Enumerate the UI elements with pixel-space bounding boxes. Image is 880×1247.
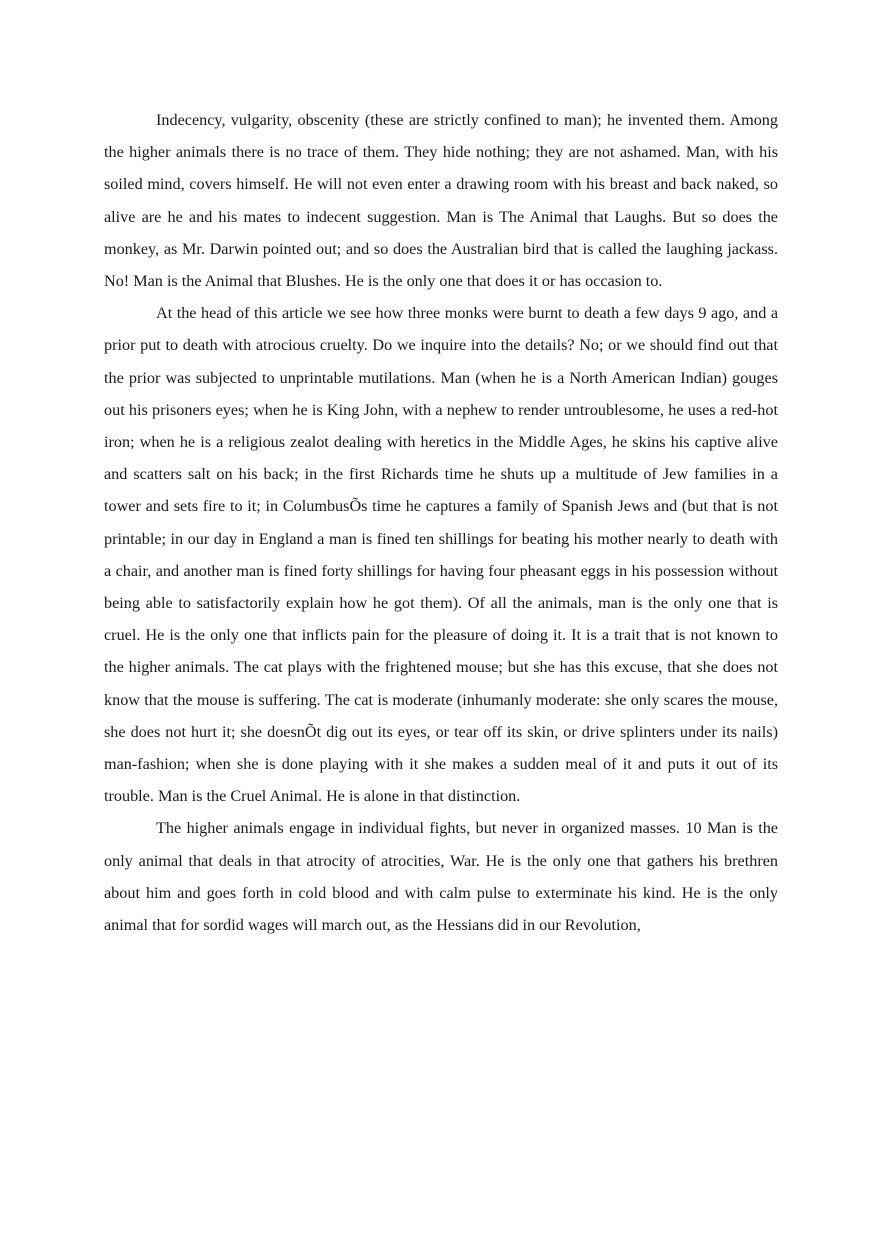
body-text bbox=[104, 104, 778, 941]
paragraph-cruelty: At the head of this article we see how three monks were burnt to death a few days 9 ago, and a prior put to death with atrocious cruelty. Do we inquire into the details? No; or we should find out that the prior was subjected to unprintable mutilations. Man (when he is a North American Indian) gouges out his prisoners eyes; when he is King John, with a nephew to render untroublesome, he uses a red-hot iron; when he is a religious zealot dealing with heretics in the Middle Ages, he skins his captive alive and scatters salt on his back; in the first Richards time he shuts up a multitude of Jew families in a tower and sets fire to it; in ColumbusÕs time he captures a family of Spanish Jews and (but that is not printable; in our day in England a man is fined ten shillings for beating his mother nearly to death with a chair, and another man is fined forty shillings for having four pheasant eggs in his possession without being able to satisfactorily explain how he got them). Of all the animals, man is the only one that is cruel. He is the only one that inflicts pain for the pleasure of doing it. It is a trait that is not known to the higher animals. The cat plays with the frightened mouse; but she has this excuse, that she does not know that the mouse is suffering. The cat is moderate (inhumanly moderate: she only scares the mouse, she does not hurt it; she doesnÕt dig out its eyes, or tear off its skin, or drive splinters under its nails) man-fashion; when she is done playing with it she makes a sudden meal of it and puts it out of its trouble. Man is the Cruel Animal. He is alone in that distinction. bbox=[104, 304, 778, 806]
paragraph-indecency: Indecency, vulgarity, obscenity (these are strictly confined to man); he invented them. Among the higher animals there is no trace of them. They hide nothing; they are not ashamed. Man, with his soiled mind, covers himself. He will not even enter a drawing room with his breast and back naked, so alive are he and his mates to indecent suggestion. Man is The Animal that Laughs. But so does the monkey, as Mr. Darwin pointed out; and so does the Australian bird that is called the laughing jackass. No! Man is the Animal that Blushes. He is the only one that does it or has occasion to. bbox=[104, 111, 778, 291]
paragraph-war: The higher animals engage in individual fights, but never in organized masses. 10 Man is the only animal that deals in that atrocity of atrocities, War. He is the only one that gathers his brethren about him and goes forth in cold blood and with calm pulse to exterminate his kind. He is the only animal that for sordid wages will march out, as the Hessians did in our Revolution, bbox=[104, 819, 778, 935]
